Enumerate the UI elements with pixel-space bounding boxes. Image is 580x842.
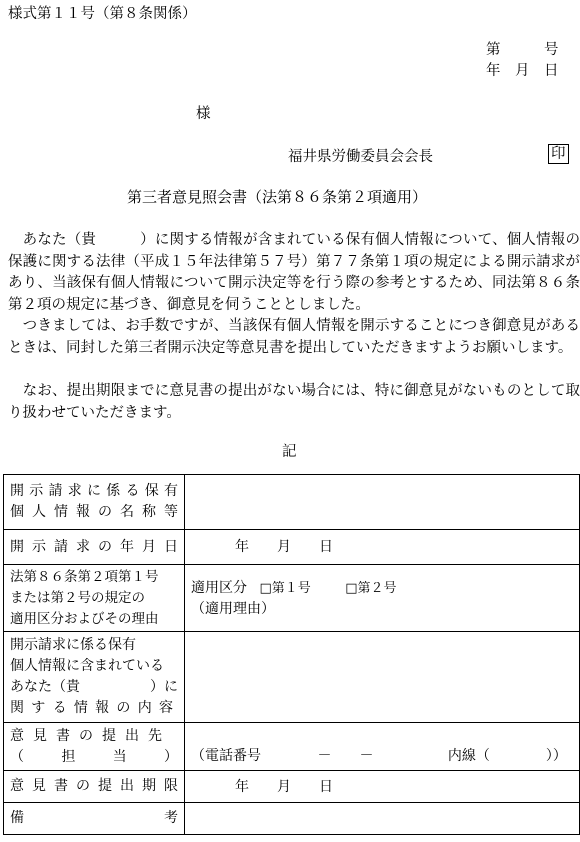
option-2-checkbox[interactable]: □第２号: [345, 580, 397, 596]
table-row: [4, 723, 580, 771]
sender-name: 福井県労働委員会会長: [288, 149, 433, 165]
document-date: 年 月 日: [486, 63, 559, 79]
submission-deadline-label: 意 見 書 の 提 出 期 限: [4, 771, 185, 803]
applicable-category-label: 法第８６条第２項第１号 または第２号の規定の 適用区分およびその理由: [4, 565, 185, 632]
request-date-label: 開 示 請 求 の 年 月 日: [4, 530, 185, 565]
submission-destination-value[interactable]: （電話番号 － － 内線（ ））: [185, 723, 580, 771]
table-row: [4, 771, 580, 803]
form-number: 様式第１１号（第８条関係）: [8, 6, 197, 22]
table-row: [4, 632, 580, 723]
info-content-label: 開示請求に係る保有 個人情報に含まれている あなた（貴 ）に 関 す る 情 報 の 内 容: [4, 632, 185, 723]
table-row: [4, 530, 580, 565]
remarks-value[interactable]: [185, 803, 580, 835]
request-info-name-value[interactable]: [185, 475, 580, 530]
request-date-value[interactable]: 年 月 日: [185, 530, 580, 565]
applicable-category-value: 適用区分 □第１号 □第２号 （適用理由）: [185, 565, 580, 632]
info-content-value[interactable]: [185, 632, 580, 723]
remarks-label: 備 考: [4, 803, 185, 835]
document-number: 第 号: [486, 42, 559, 58]
addressee-suffix: 様: [196, 106, 211, 122]
ki-heading: 記: [282, 444, 297, 460]
inquiry-table: [3, 474, 580, 835]
option-1-checkbox[interactable]: □第１号: [259, 580, 311, 596]
seal-mark: 印: [548, 144, 569, 164]
table-row: [4, 803, 580, 835]
body-paragraph-2: つきましては、お手数ですが、当該保有個人情報を開示することにつき御意見があるときは、同封した第三者開示決定等意見書を提出していただきますようお願いします。: [8, 318, 580, 356]
submission-deadline-value[interactable]: 年 月 日: [185, 771, 580, 803]
request-info-name-label: 開 示 請 求 に 係 る 保 有 個 人 情 報 の 名 称 等: [4, 475, 185, 530]
body-paragraph-3: なお、提出期限までに意見書の提出がない場合には、特に御意見がないものとして取り扱わせていただきます。: [8, 383, 580, 421]
document-title: 第三者意見照会書（法第８６条第２項適用）: [127, 188, 428, 206]
submission-destination-label: 意見書の提出先 （ 担 当 ）: [4, 723, 185, 771]
body-paragraph-1: あなた（貴 ）に関する情報が含まれている保有個人情報について、個人情報の保護に関する法律（平成１５年法律第５７号）第７７条第１項の規定による開示請求があり、当該保有個人情報について開示決定等を行う際の参考とするため、同法第８６条第２項の規定に基づき、御意見を伺うこととしました。: [8, 232, 580, 313]
table-row: [4, 565, 580, 632]
table-row: [4, 475, 580, 530]
